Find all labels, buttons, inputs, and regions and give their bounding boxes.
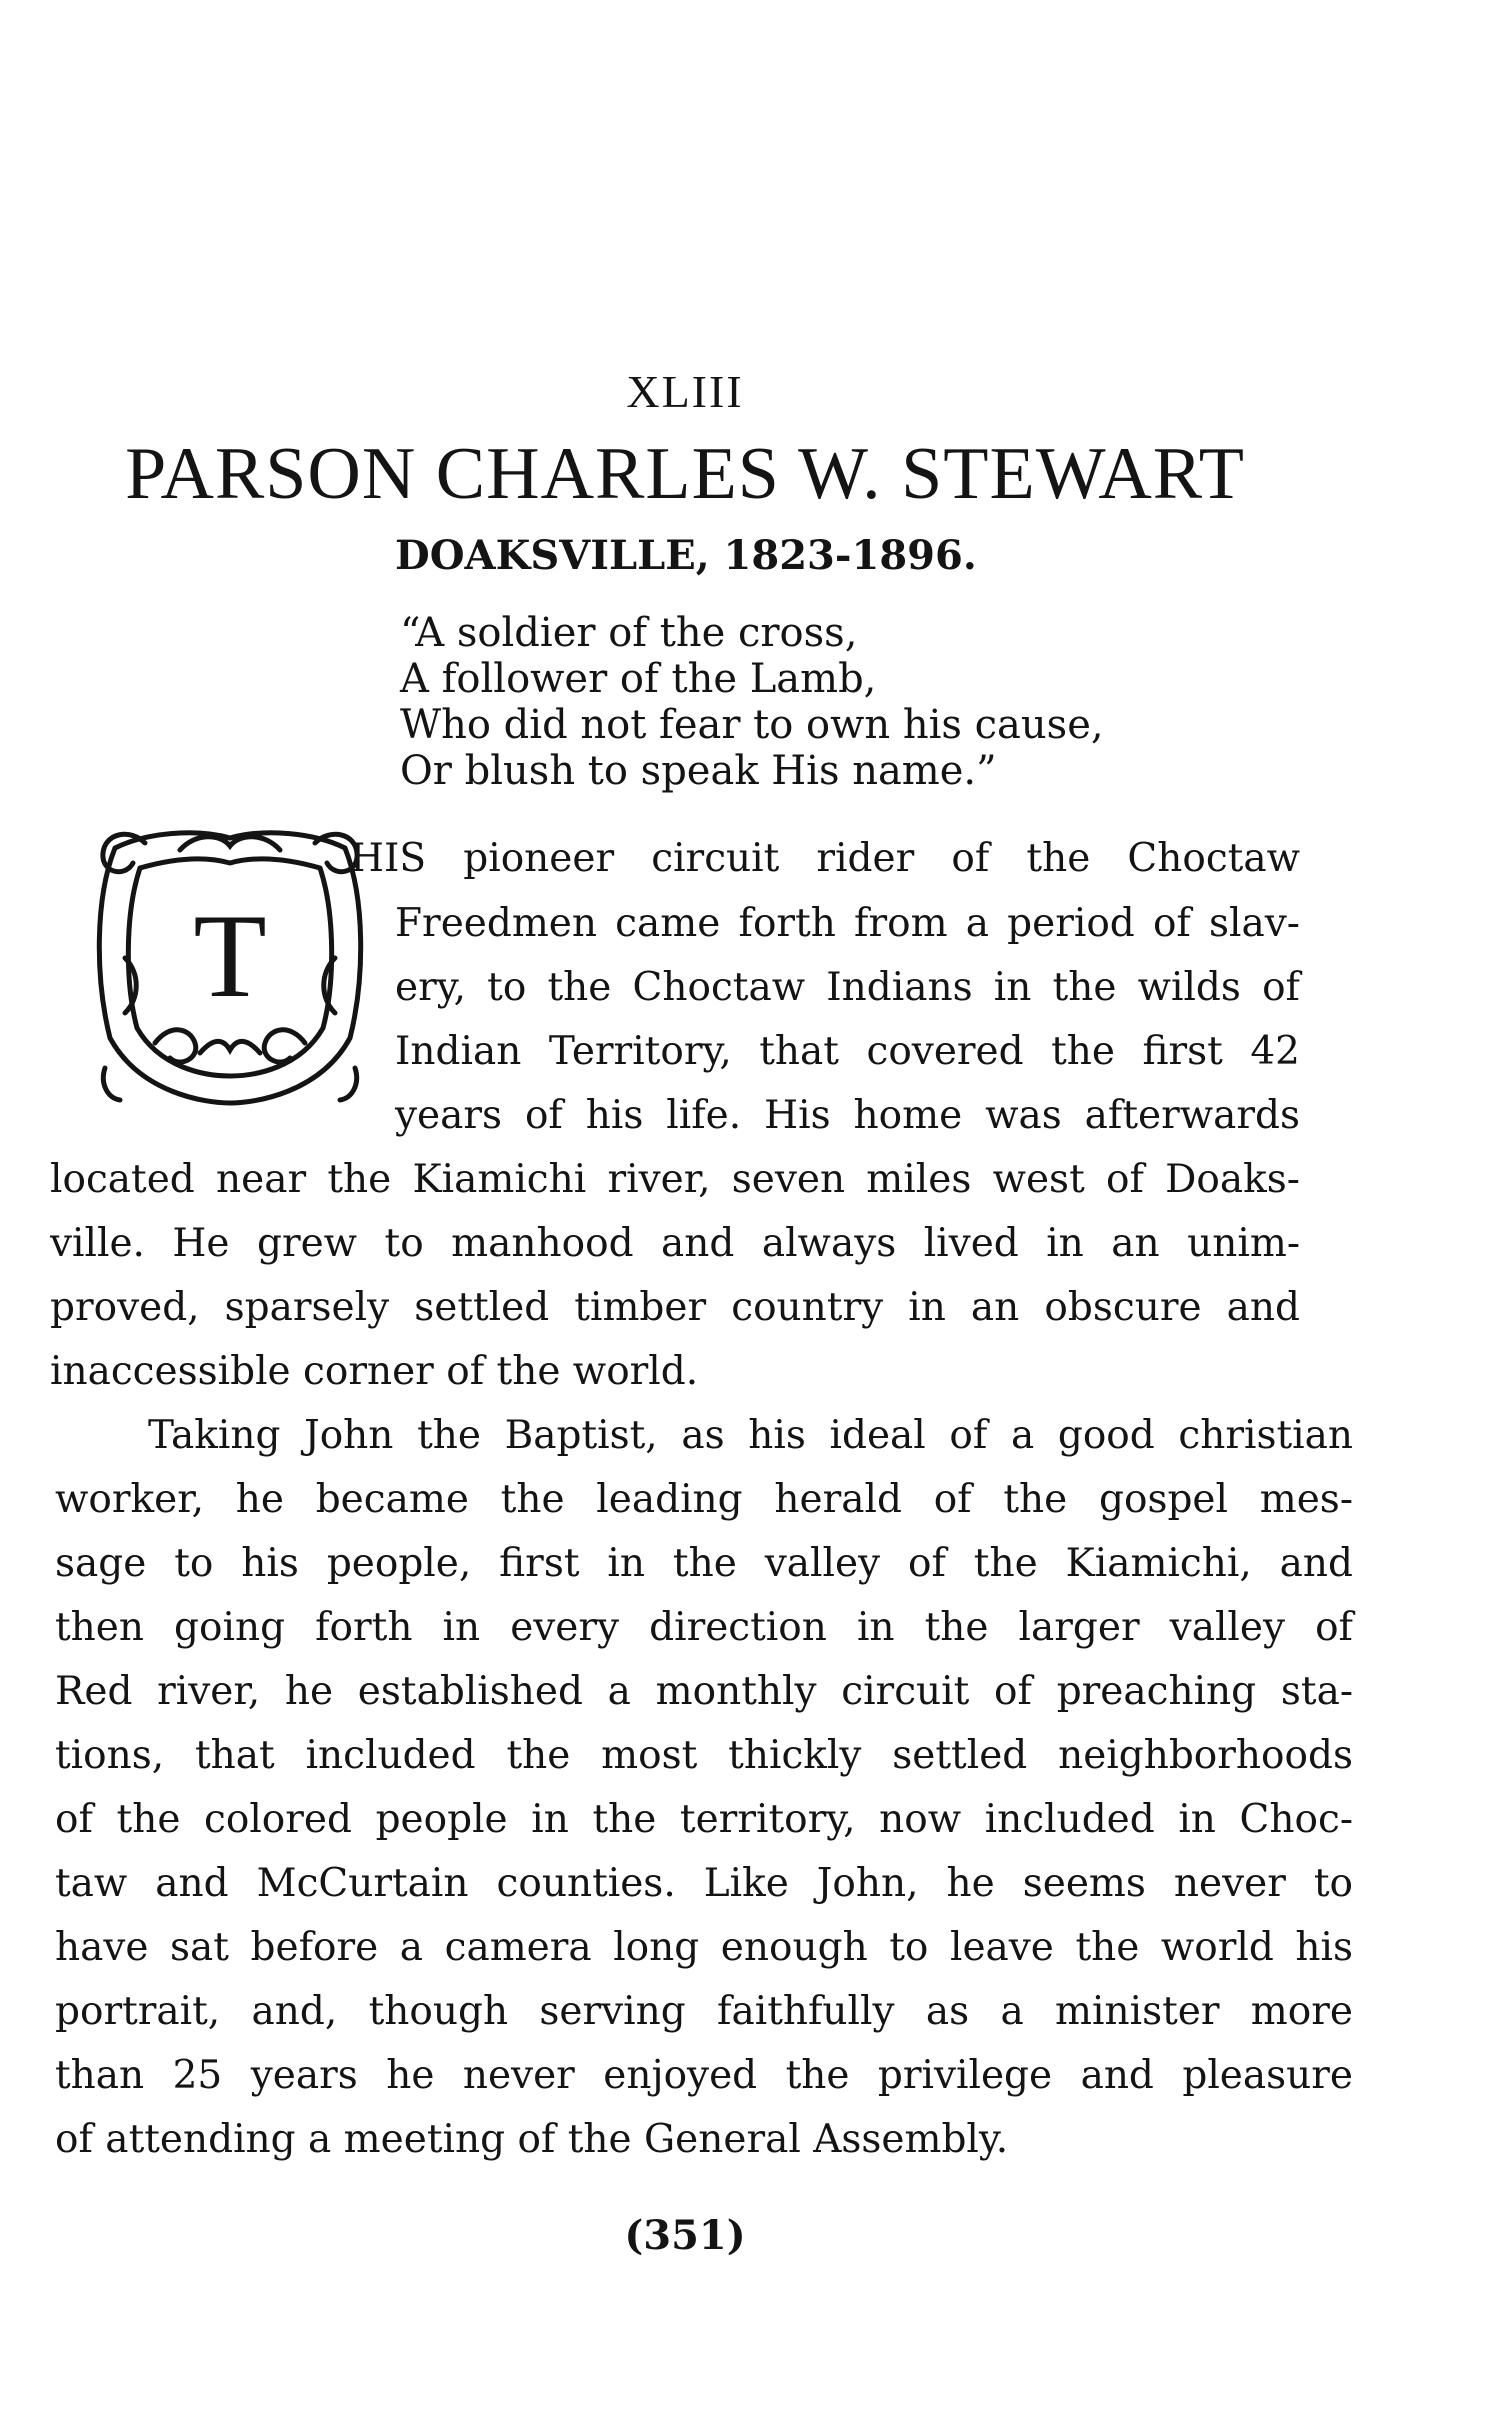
paragraph-line: Indian Territory, that covered the first 42 (395, 1029, 1300, 1074)
paragraph-line: Red river, he established a monthly circuit of preaching sta- (55, 1669, 1353, 1714)
paragraph-line: tions, that included the most thickly settled neighborhoods (55, 1733, 1353, 1778)
paragraph-line: Taking John the Baptist, as his ideal of a good christian (148, 1413, 1353, 1458)
paragraph-line: of the colored people in the territory, now included in Choc- (55, 1797, 1353, 1842)
chapter-subtitle: DOAKSVILLE, 1823-1896. (395, 532, 977, 579)
epigraph (400, 610, 1104, 794)
chapter-number: XLIII (626, 366, 744, 417)
ornamental-drop-cap (85, 828, 375, 1118)
epigraph-line: “A soldier of the cross, (400, 610, 858, 656)
epigraph-line: Who did not fear to own his cause, (400, 702, 1104, 748)
paragraph-line: sage to his people, first in the valley of the Kiamichi, and (55, 1541, 1353, 1586)
paragraph-line: portrait, and, though serving faithfully as a minister more (55, 1989, 1353, 2034)
paragraph-line: proved, sparsely settled timber country in an obscure and (50, 1285, 1300, 1330)
paragraph-line: years of his life. His home was afterwards (395, 1093, 1300, 1138)
paragraph-line: worker, he became the leading herald of the gospel mes- (55, 1477, 1353, 1522)
epigraph-line: A follower of the Lamb, (400, 656, 877, 702)
paragraph-line: ville. He grew to manhood and always lived in an unim- (50, 1221, 1300, 1266)
paragraph-line: ery, to the Choctaw Indians in the wilds of (395, 965, 1300, 1010)
paragraph-line: inaccessible corner of the world. (50, 1349, 699, 1394)
page-number: (351) (624, 2212, 746, 2259)
chapter-title: PARSON CHARLES W. STEWART (125, 433, 1245, 515)
drop-cap-letter: T (193, 889, 267, 1022)
paragraph-line: than 25 years he never enjoyed the privilege and pleasure (55, 2053, 1353, 2098)
paragraph-line: of attending a meeting of the General Assembly. (55, 2117, 1009, 2162)
paragraph-line: located near the Kiamichi river, seven miles west of Doaks- (50, 1157, 1300, 1202)
paragraph-line: Freedmen came forth from a period of slav- (395, 901, 1300, 946)
paragraph-line: taw and McCurtain counties. Like John, he seems never to (55, 1861, 1353, 1906)
epigraph-line: Or blush to speak His name.” (400, 748, 997, 794)
paragraph-line: have sat before a camera long enough to leave the world his (55, 1925, 1353, 1970)
paragraph-line: HIS pioneer circuit rider of the Choctaw (350, 836, 1300, 881)
paragraph-line: then going forth in every direction in the larger valley of (55, 1605, 1353, 1650)
